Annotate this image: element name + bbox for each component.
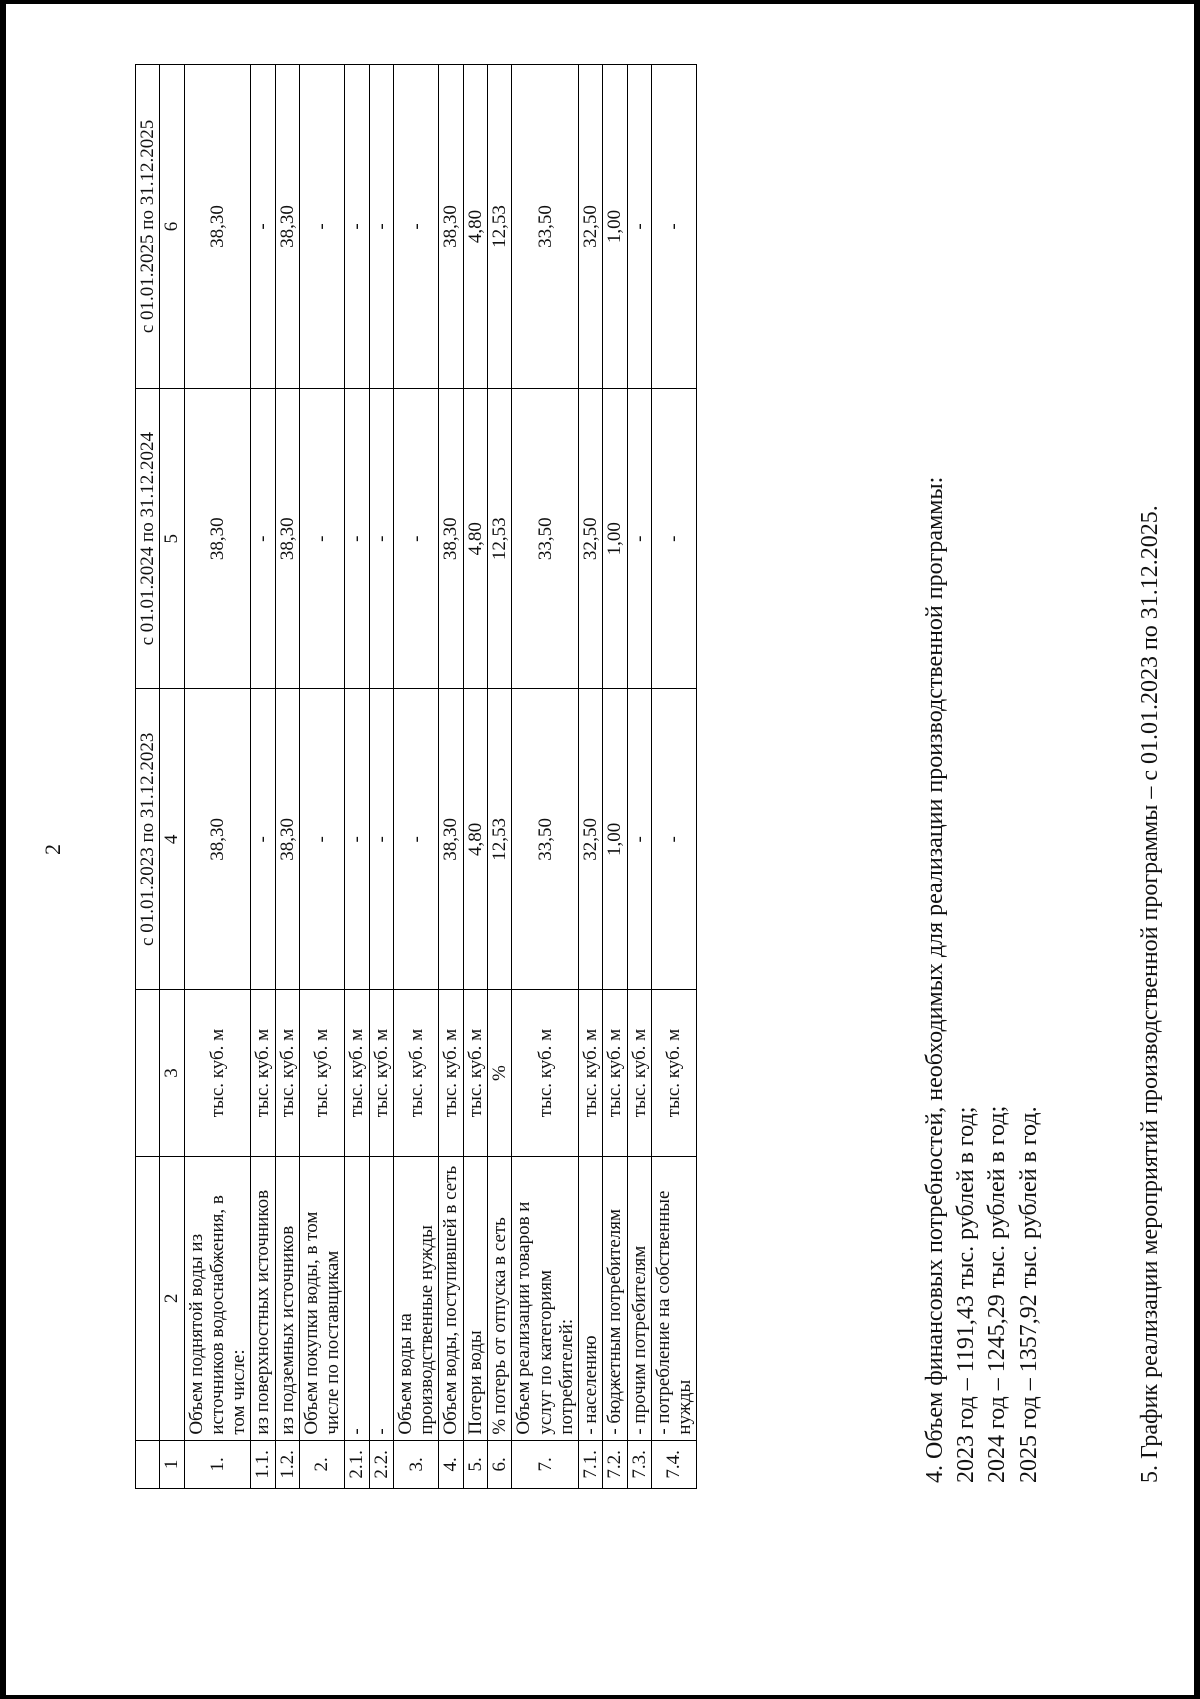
row-name: - — [345, 1156, 369, 1440]
row-name: - потребление на собственные нужды — [651, 1156, 697, 1440]
row-name: из поверхностных источников — [251, 1156, 275, 1440]
row-unit: тыс. куб. м — [184, 990, 251, 1157]
value-2025: 38,30 — [184, 65, 251, 389]
value-2025: - — [393, 65, 439, 389]
value-2023: - — [345, 689, 369, 990]
row-number: 1. — [184, 1440, 251, 1488]
row-name: Объем воды, поступившей в сеть — [439, 1156, 463, 1440]
table-row — [184, 65, 251, 1489]
row-name: Объем воды на производственные нужды — [393, 1156, 439, 1440]
value-2025: 12,53 — [487, 65, 511, 389]
row-number: 2.2. — [369, 1440, 393, 1488]
column-number-row — [160, 65, 184, 1489]
row-name: из подземных источников — [275, 1156, 299, 1440]
row-unit: тыс. куб. м — [579, 990, 603, 1157]
row-number: 7. — [512, 1440, 579, 1488]
value-2023: - — [299, 689, 345, 990]
table-row — [603, 65, 627, 1489]
value-2025: 33,50 — [512, 65, 579, 389]
row-number: 2. — [299, 1440, 345, 1488]
table-row — [487, 65, 511, 1489]
header-cell-2024: с 01.01.2024 по 31.12.2024 — [136, 388, 160, 689]
value-2024: 33,50 — [512, 388, 579, 689]
row-unit: тыс. куб. м — [251, 990, 275, 1157]
row-number: 3. — [393, 1440, 439, 1488]
row-name: % потерь от отпуска в сеть — [487, 1156, 511, 1440]
table-row — [579, 65, 603, 1489]
value-2023: 1,00 — [603, 689, 627, 990]
value-2023: - — [651, 689, 697, 990]
column-number: 5 — [160, 388, 184, 689]
value-2023: - — [251, 689, 275, 990]
table-row — [345, 65, 369, 1489]
section-4-line: 2023 год – 1191,43 тыс. рублей в год; — [953, 1106, 980, 1483]
header-cell-2025: с 01.01.2025 по 31.12.2025 — [136, 65, 160, 389]
table-row — [275, 65, 299, 1489]
row-number: 7.1. — [579, 1440, 603, 1488]
row-unit: тыс. куб. м — [651, 990, 697, 1157]
value-2023: 38,30 — [184, 689, 251, 990]
table-row — [299, 65, 345, 1489]
value-2025: - — [369, 65, 393, 389]
table-row — [251, 65, 275, 1489]
column-number: 6 — [160, 65, 184, 389]
table-header-row — [136, 65, 160, 1489]
value-2025: - — [627, 65, 651, 389]
row-number: 2.1. — [345, 1440, 369, 1488]
row-number: 7.2. — [603, 1440, 627, 1488]
row-unit: тыс. куб. м — [393, 990, 439, 1157]
table-row — [651, 65, 697, 1489]
header-cell — [136, 1440, 160, 1488]
table-row — [512, 65, 579, 1489]
value-2025: 4,80 — [463, 65, 487, 389]
value-2024: - — [651, 388, 697, 689]
row-unit: тыс. куб. м — [439, 990, 463, 1157]
section-4-heading: 4. Объем финансовых потребностей, необходимых для реализации производственной программы: — [922, 476, 948, 1483]
table-row — [463, 65, 487, 1489]
value-2023: 38,30 — [439, 689, 463, 990]
value-2023: 4,80 — [463, 689, 487, 990]
column-number: 1 — [160, 1440, 184, 1488]
value-2025: 38,30 — [275, 65, 299, 389]
value-2023: 38,30 — [275, 689, 299, 990]
row-number: 4. — [439, 1440, 463, 1488]
table-row — [393, 65, 439, 1489]
value-2025: - — [251, 65, 275, 389]
value-2025: 1,00 — [603, 65, 627, 389]
row-unit: тыс. куб. м — [345, 990, 369, 1157]
table-row — [369, 65, 393, 1489]
row-number: 5. — [463, 1440, 487, 1488]
header-cell — [136, 990, 160, 1157]
value-2024: 12,53 — [487, 388, 511, 689]
table-row — [627, 65, 651, 1489]
row-unit: тыс. куб. м — [463, 990, 487, 1157]
row-name: Потери воды — [463, 1156, 487, 1440]
value-2024: 38,30 — [184, 388, 251, 689]
value-2024: - — [345, 388, 369, 689]
table-row — [439, 65, 463, 1489]
row-unit: тыс. куб. м — [299, 990, 345, 1157]
table-body — [184, 65, 697, 1489]
value-2025: 38,30 — [439, 65, 463, 389]
value-2024: 38,30 — [275, 388, 299, 689]
row-unit: % — [487, 990, 511, 1157]
value-2023: 12,53 — [487, 689, 511, 990]
value-2025: - — [299, 65, 345, 389]
value-2024: - — [393, 388, 439, 689]
value-2024: 4,80 — [463, 388, 487, 689]
column-number: 4 — [160, 689, 184, 990]
row-unit: тыс. куб. м — [627, 990, 651, 1157]
value-2024: 32,50 — [579, 388, 603, 689]
row-name: Объем покупки воды, в том числе по поставщикам — [299, 1156, 345, 1440]
text-sections — [920, 477, 1166, 1483]
row-name: Объем поднятой воды из источников водоснабжения, в том числе: — [184, 1156, 251, 1440]
value-2023: 33,50 — [512, 689, 579, 990]
value-2025: - — [345, 65, 369, 389]
value-2023: - — [627, 689, 651, 990]
row-unit: тыс. куб. м — [369, 990, 393, 1157]
section-4-line: 2024 год – 1245,29 тыс. рублей в год; — [984, 1105, 1011, 1483]
row-unit: тыс. куб. м — [275, 990, 299, 1157]
row-name: - населению — [579, 1156, 603, 1440]
column-number: 3 — [160, 990, 184, 1157]
value-2025: - — [651, 65, 697, 389]
row-unit: тыс. куб. м — [512, 990, 579, 1157]
row-number: 7.4. — [651, 1440, 697, 1488]
row-number: 7.3. — [627, 1440, 651, 1488]
row-name: Объем реализации товаров и услуг по категориям потребителей: — [512, 1156, 579, 1440]
row-unit: тыс. куб. м — [603, 990, 627, 1157]
section-5-text: 5. График реализации мероприятий производственной программы – с 01.01.2023 по 31.12.2025. — [1136, 505, 1163, 1483]
value-2023: - — [393, 689, 439, 990]
row-number: 1.1. — [251, 1440, 275, 1488]
header-cell-2023: с 01.01.2023 по 31.12.2023 — [136, 689, 160, 990]
value-2024: 1,00 — [603, 388, 627, 689]
value-2023: - — [369, 689, 393, 990]
row-number: 1.2. — [275, 1440, 299, 1488]
header-cell — [136, 1156, 160, 1440]
value-2025: 32,50 — [579, 65, 603, 389]
value-2024: - — [251, 388, 275, 689]
section-4-line: 2025 год – 1357,92 тыс. рублей в год. — [1015, 1106, 1042, 1483]
value-2024: - — [369, 388, 393, 689]
row-name: - — [369, 1156, 393, 1440]
row-name: - прочим потребителям — [627, 1156, 651, 1440]
page-number: 2 — [40, 844, 65, 855]
production-program-table — [135, 64, 697, 1489]
value-2023: 32,50 — [579, 689, 603, 990]
row-name: - бюджетным потребителям — [603, 1156, 627, 1440]
column-number: 2 — [160, 1156, 184, 1440]
value-2024: 38,30 — [439, 388, 463, 689]
value-2024: - — [627, 388, 651, 689]
row-number: 6. — [487, 1440, 511, 1488]
value-2024: - — [299, 388, 345, 689]
